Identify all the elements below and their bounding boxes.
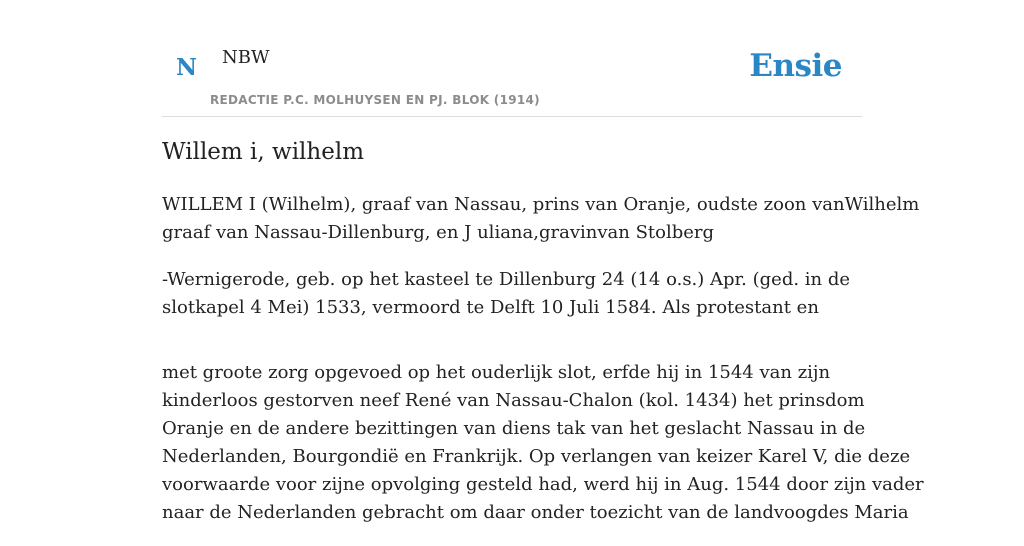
header bbox=[162, 0, 862, 117]
paragraph-line: WILLEM I (Wilhelm), graaf van Nassau, prins van Oranje, oudste zoon vanWilhelm bbox=[162, 193, 920, 215]
source-title[interactable]: NBW bbox=[222, 47, 270, 68]
article-paragraph bbox=[162, 266, 872, 322]
paragraph-line: naar de Nederlanden gebracht om daar onder toezicht van de landvoogdes Maria bbox=[162, 501, 909, 523]
article-paragraph bbox=[162, 359, 924, 527]
paragraph-line: kinderloos gestorven neef René van Nassau-Chalon (kol. 1434) het prinsdom bbox=[162, 389, 865, 411]
article-title: Willem i, wilhelm bbox=[162, 139, 365, 165]
paragraph-line: Nederlanden, Bourgondië en Frankrijk. Op verlangen van keizer Karel V, die deze bbox=[162, 445, 911, 467]
article-paragraph bbox=[162, 191, 920, 247]
paragraph-line: slotkapel 4 Mei) 1533, vermoord te Delft 10 Juli 1584. Als protestant en bbox=[162, 296, 819, 318]
paragraph-line: graaf van Nassau-Dillenburg, en J uliana,gravinvan Stolberg bbox=[162, 221, 715, 243]
brand-logo[interactable]: Ensie bbox=[749, 48, 842, 84]
source-subtitle: REDACTIE P.C. MOLHUYSEN EN PJ. BLOK (1914) bbox=[210, 93, 540, 107]
paragraph-line: met groote zorg opgevoed op het ouderlijk slot, erfde hij in 1544 van zijn bbox=[162, 361, 831, 383]
source-logo-icon[interactable]: N bbox=[176, 54, 198, 81]
paragraph-line: Oranje en de andere bezittingen van diens tak van het geslacht Nassau in de bbox=[162, 417, 866, 439]
paragraph-line: voorwaarde voor zijne opvolging gesteld had, werd hij in Aug. 1544 door zijn vader bbox=[162, 473, 924, 495]
article bbox=[162, 138, 924, 546]
paragraph-line: -Wernigerode, geb. op het kasteel te Dillenburg 24 (14 o.s.) Apr. (ged. in de bbox=[162, 268, 851, 290]
